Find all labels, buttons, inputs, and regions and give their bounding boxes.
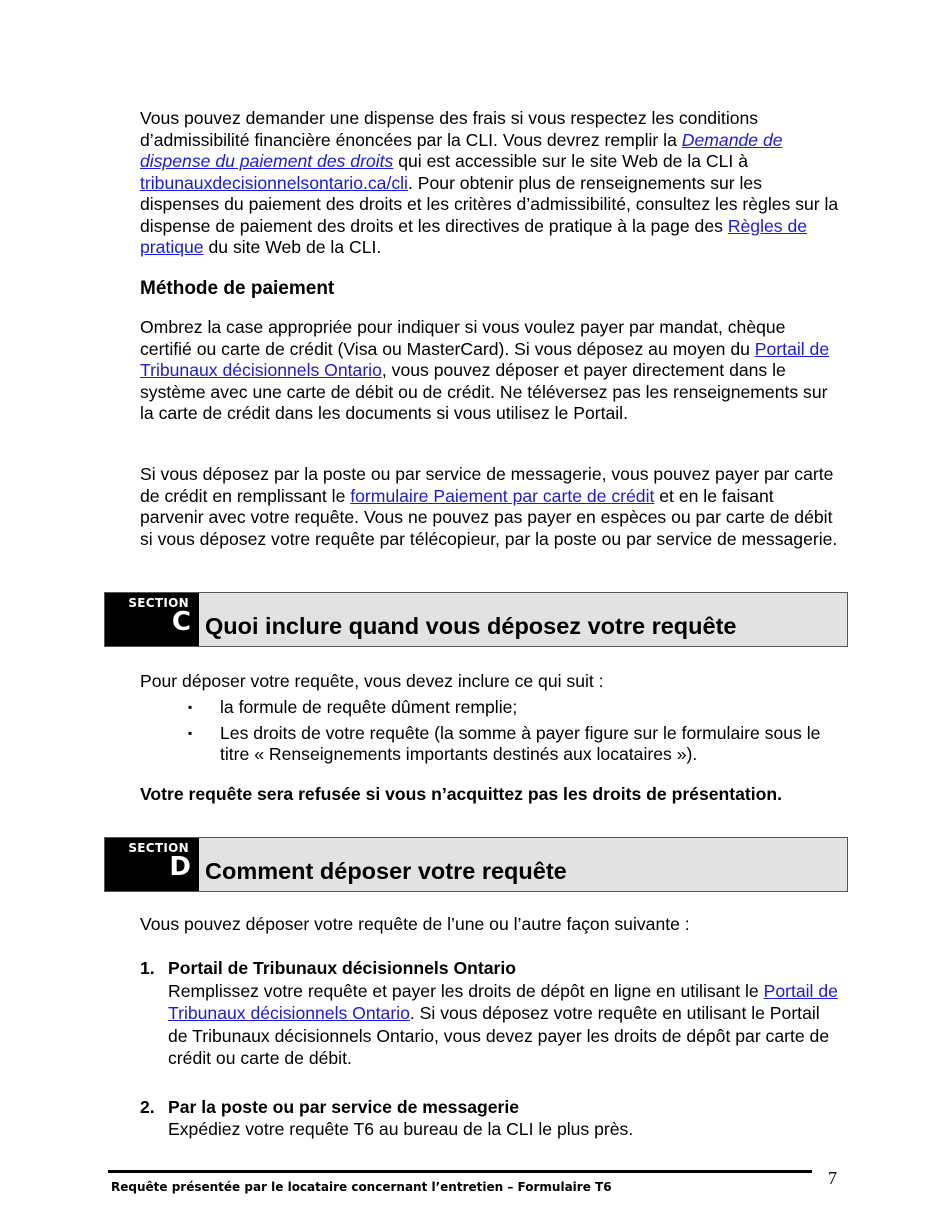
text: qui est accessible sur le site Web de la CLI à: [393, 151, 748, 171]
section-label: SECTION: [128, 841, 189, 855]
list-item: [140, 723, 840, 766]
item-body: Expédiez votre requête T6 au bureau de la CLI le plus près.: [168, 1119, 634, 1139]
fee-waiver-form-link[interactable]: Demande de dispense du paiement des droits: [140, 129, 783, 171]
page-number: 7: [828, 1168, 837, 1188]
rules-of-practice-link[interactable]: Règles de pratique: [140, 215, 808, 257]
section-label: SECTION: [128, 596, 189, 610]
section-badge: [105, 838, 199, 891]
list-item: [140, 697, 840, 719]
item-title: Par la poste ou par service de messagerie: [168, 1096, 520, 1117]
footer-form-title: Requête présentée par le locataire concernant l’entretien – Formulaire T6: [111, 1180, 612, 1194]
section-badge: [105, 593, 199, 646]
bullet-icon: ▪: [188, 725, 193, 740]
text: , vous pouvez déposer et payer directement dans le système avec une carte de débit ou de crédit. Ne téléversez pas les renseignements sur la carte de crédit dans les documents si vous utilisez le Portail.: [140, 360, 828, 423]
text: du site Web de la CLI.: [203, 237, 382, 257]
section-c-header: [104, 592, 848, 647]
footer-divider: [108, 1170, 812, 1173]
section-title: Comment déposer votre requête: [205, 858, 567, 884]
portal-link[interactable]: Portail de Tribunaux décisionnels Ontario: [140, 338, 830, 380]
section-title: Quoi inclure quand vous déposez votre requête: [205, 613, 737, 639]
list-item-text: la formule de requête dûment remplie;: [220, 697, 518, 717]
payment-paragraph-1: [140, 317, 840, 425]
section-letter: C: [171, 607, 191, 637]
filing-methods-list: [140, 957, 840, 1141]
item-number: 1.: [140, 958, 155, 978]
requirements-list: [140, 697, 840, 770]
text: et en le faisant parvenir avec votre requête. Vous ne pouvez pas payer en espèces ou par carte de débit si vous déposez votre requête par télécopieur, par la poste ou par service de messagerie.: [140, 485, 838, 549]
text: . Pour obtenir plus de renseignements sur les dispenses du paiement des droits et les critères d’admissibilité, consultez les règles sur la dispense de paiement des droits et les directives de pratique à la page des: [140, 172, 839, 236]
section-letter: D: [169, 852, 191, 882]
section-d-intro: Vous pouvez déposer votre requête de l’une ou l’autre façon suivante :: [140, 914, 690, 934]
refusal-warning: Votre requête sera refusée si vous n’acquittez pas les droits de présentation.: [140, 784, 783, 804]
text: Si vous déposez par la poste ou par service de messagerie, vous pouvez payer par carte de crédit en remplissant le: [140, 464, 834, 506]
portal-link[interactable]: Portail de Tribunaux décisionnels Ontario: [168, 980, 838, 1023]
list-item: [140, 1096, 840, 1141]
credit-card-form-link[interactable]: formulaire Paiement par carte de crédit: [350, 485, 655, 506]
list-item-text: Les droits de votre requête (la somme à payer figure sur le formulaire sous le titre « Renseignements importants destinés aux locataires »).: [220, 722, 821, 764]
text: Remplissez votre requête et payer les droits de dépôt en ligne en utilisant le: [168, 980, 764, 1001]
item-body: [168, 980, 840, 1070]
list-item: [140, 957, 840, 1070]
text: Vous pouvez demander une dispense des frais si vous respectez les conditions d’admissibilité financière énoncées par la CLI. Vous devrez remplir la: [140, 108, 759, 150]
payment-method-heading: Méthode de paiement: [140, 278, 335, 299]
text: . Si vous déposez votre requête en utilisant le Portail de Tribunaux décisionnels Ontario, vous devez payer les droits de dépôt par carte de crédit ou carte de débit.: [168, 1003, 830, 1068]
bullet-icon: ▪: [188, 700, 193, 714]
cli-website-link[interactable]: tribunauxdecisionnelsontario.ca/cli: [140, 172, 408, 193]
text: Ombrez la case appropriée pour indiquer si vous voulez payer par mandat, chèque certifié ou carte de crédit (Visa ou MasterCard). Si vous déposez au moyen du: [140, 317, 786, 359]
item-number: 2.: [140, 1096, 155, 1117]
fee-waiver-paragraph: [140, 108, 840, 259]
section-c-intro: Pour déposer votre requête, vous devez inclure ce qui suit :: [140, 671, 604, 691]
payment-paragraph-2: [140, 464, 840, 550]
section-d-header: [104, 837, 848, 892]
item-title: Portail de Tribunaux décisionnels Ontario: [168, 958, 517, 978]
